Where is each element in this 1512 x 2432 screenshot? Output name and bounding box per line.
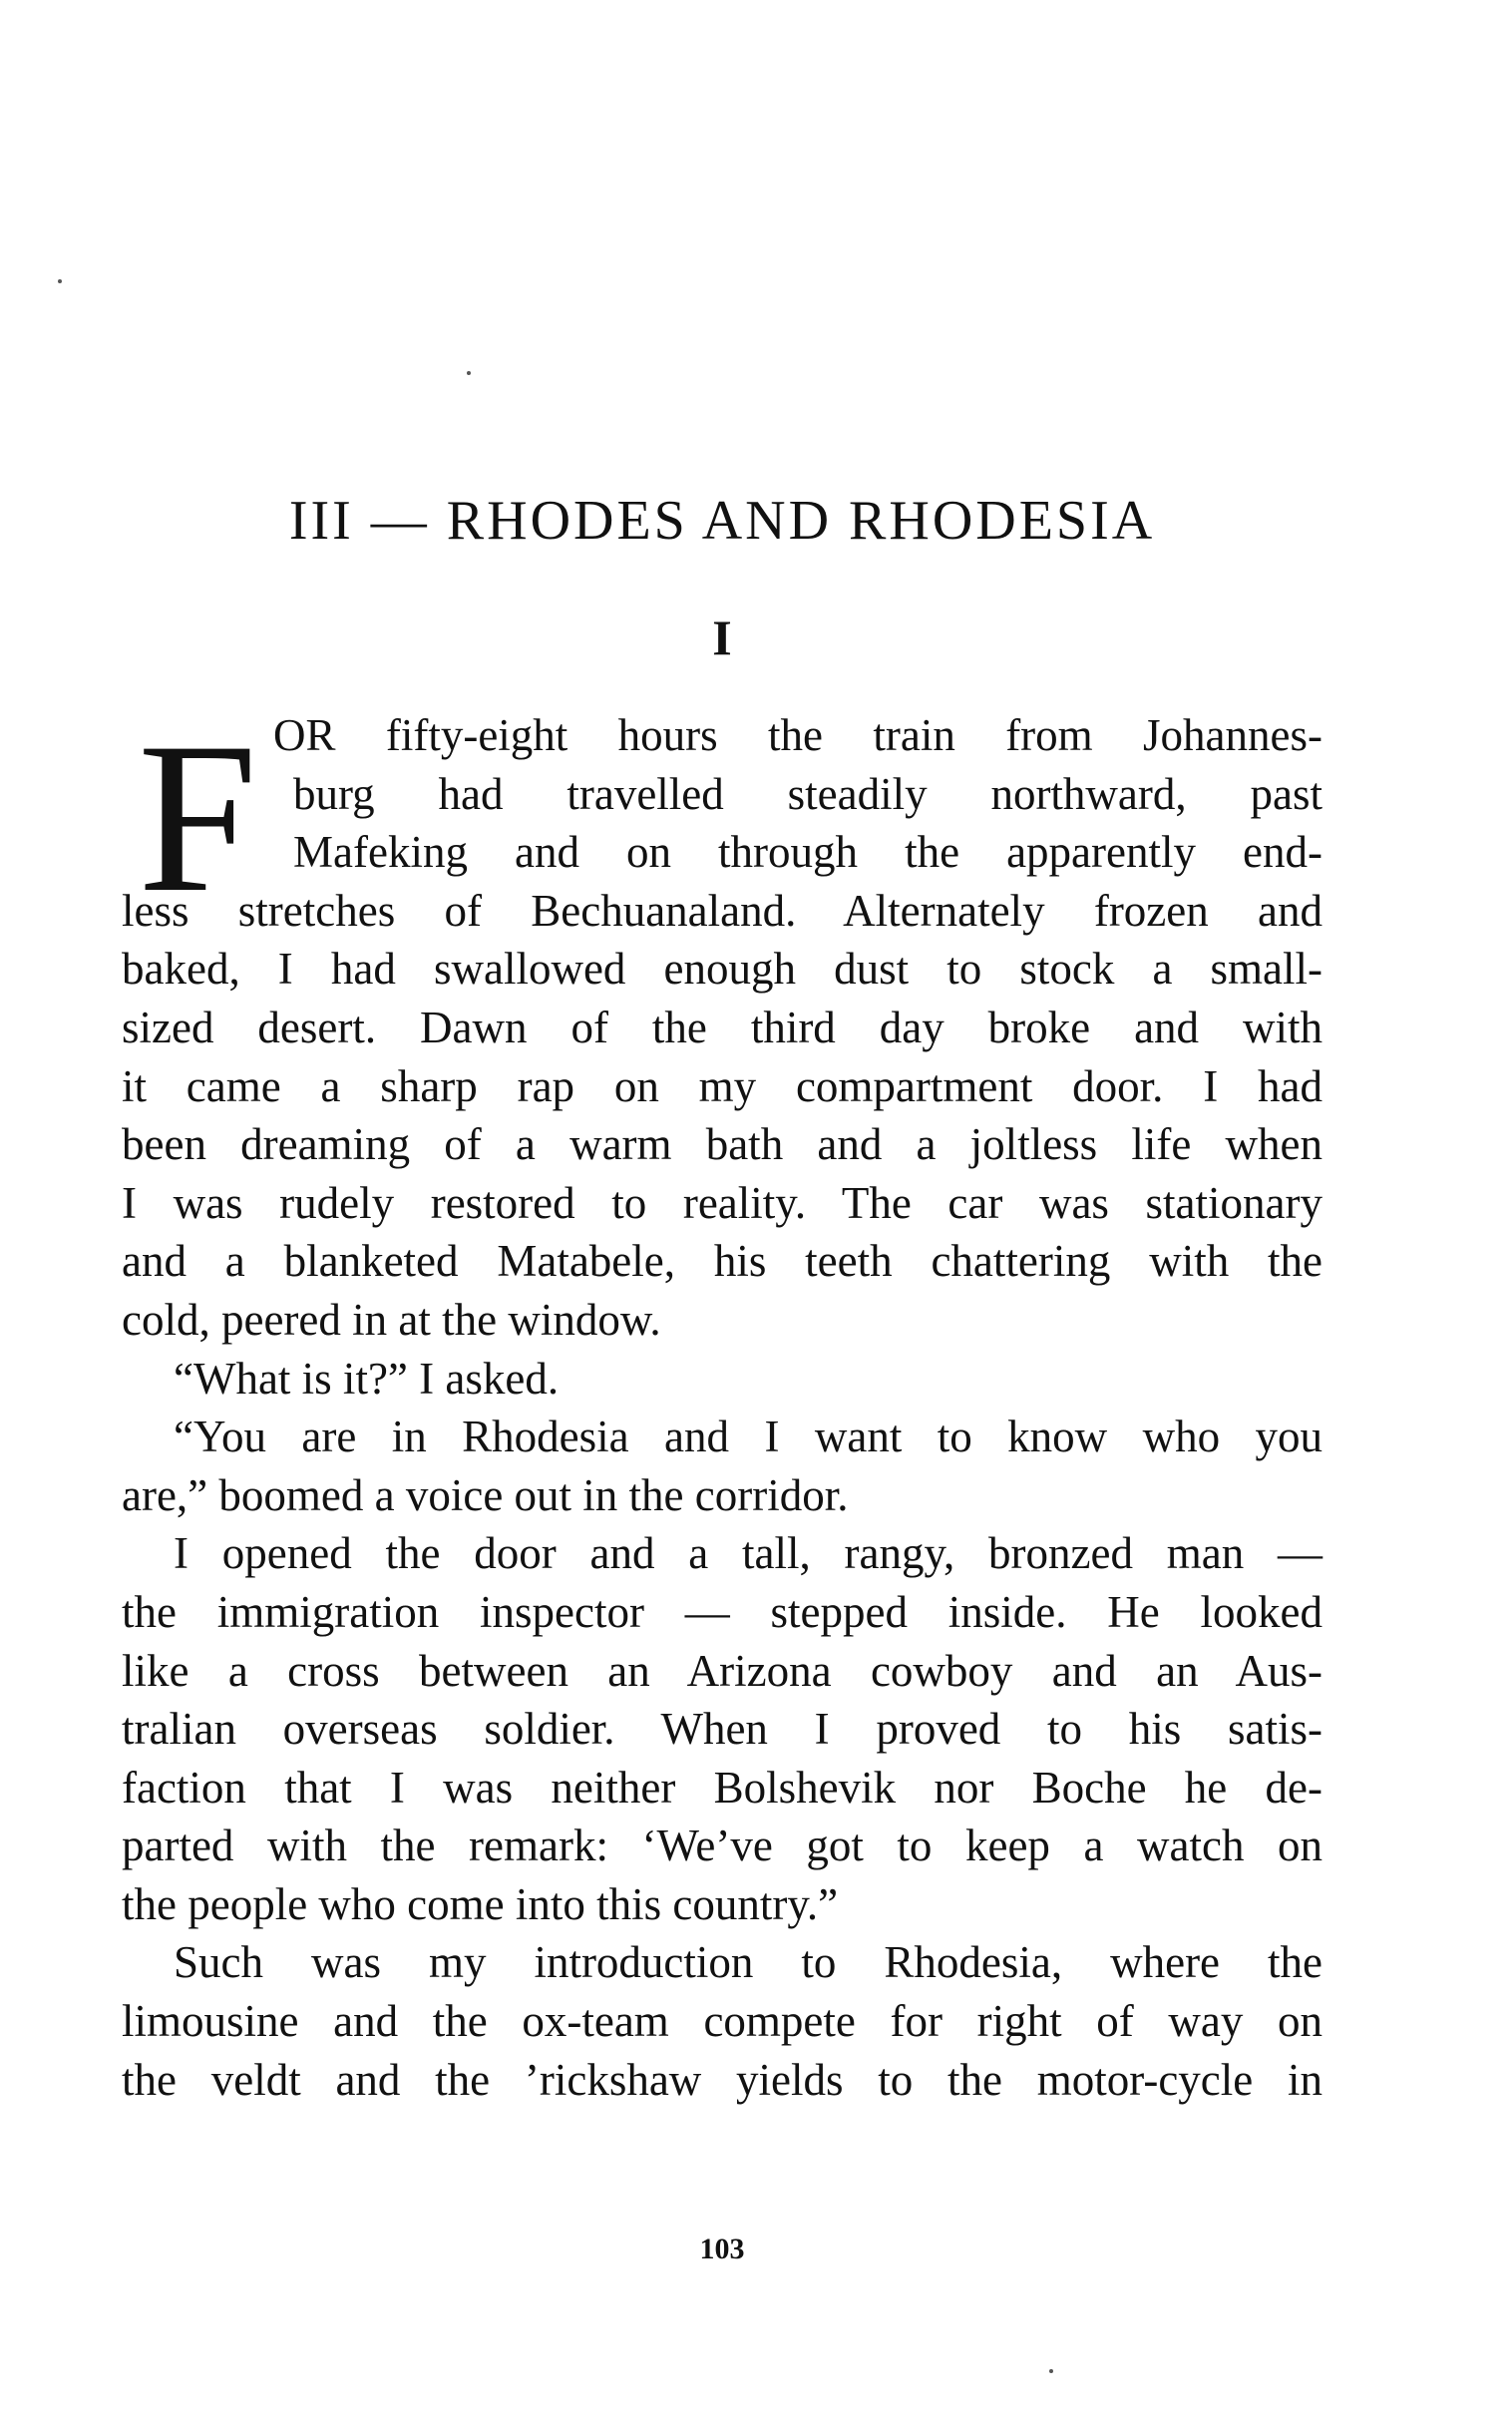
chapter-title: III — RHODES AND RHODESIA [288, 490, 1156, 552]
text-line: it came a sharp rap on my compartment door. I had [122, 1060, 1323, 1111]
text-line: I was rudely restored to reality. The car was stationary [122, 1177, 1323, 1228]
text-line: Mafeking and on through the apparently end- [293, 827, 1323, 878]
text-line: the people who come into this country.” [122, 1878, 839, 1929]
text-line: limousine and the ox-team compete for right of way on [122, 1996, 1323, 2047]
text-line: been dreaming of a warm bath and a joltless life when [122, 1119, 1323, 1170]
text-line: burg had travelled steadily northward, past [293, 768, 1323, 819]
text-line: “What is it?” I asked. [174, 1353, 560, 1404]
drop-cap-letter: F [138, 698, 258, 937]
text-line: the veldt and the ’rickshaw yields to the motor-cycle in [122, 2054, 1323, 2105]
text-line: “You are in Rhodesia and I want to know who you [174, 1412, 1323, 1462]
text-line: are,” boomed a voice out in the corridor. [122, 1469, 849, 1520]
page-number: 103 [699, 2232, 745, 2265]
section-number: I [712, 609, 732, 665]
text-line: Such was my introduction to Rhodesia, where the [174, 1937, 1323, 1988]
text-line: and a blanketed Matabele, his teeth chattering with the [122, 1236, 1323, 1287]
text-line: tralian overseas soldier. When I proved to his satis- [122, 1704, 1323, 1755]
text-line: cold, peered in at the window. [122, 1294, 661, 1345]
print-speck [467, 371, 471, 375]
text-line: faction that I was neither Bolshevik nor Boche he de- [122, 1762, 1323, 1813]
print-speck [1049, 2369, 1053, 2373]
text-line: baked, I had swallowed enough dust to stock a small- [122, 944, 1323, 995]
text-line: OR fifty-eight hours the train from Johannes- [273, 710, 1323, 760]
text-line: like a cross between an Arizona cowboy and an Aus- [122, 1645, 1323, 1696]
text-line: I opened the door and a tall, rangy, bronzed man — [174, 1528, 1323, 1579]
text-line: parted with the remark: ‘We’ve got to keep a watch on [122, 1821, 1323, 1871]
text-line: the immigration inspector — stepped inside. He looked [122, 1586, 1323, 1637]
body-text [122, 698, 1323, 2109]
print-speck [58, 279, 62, 283]
text-line: less stretches of Bechuanaland. Alternately frozen and [122, 885, 1323, 936]
text-line: sized desert. Dawn of the third day broke and with [122, 1002, 1323, 1052]
